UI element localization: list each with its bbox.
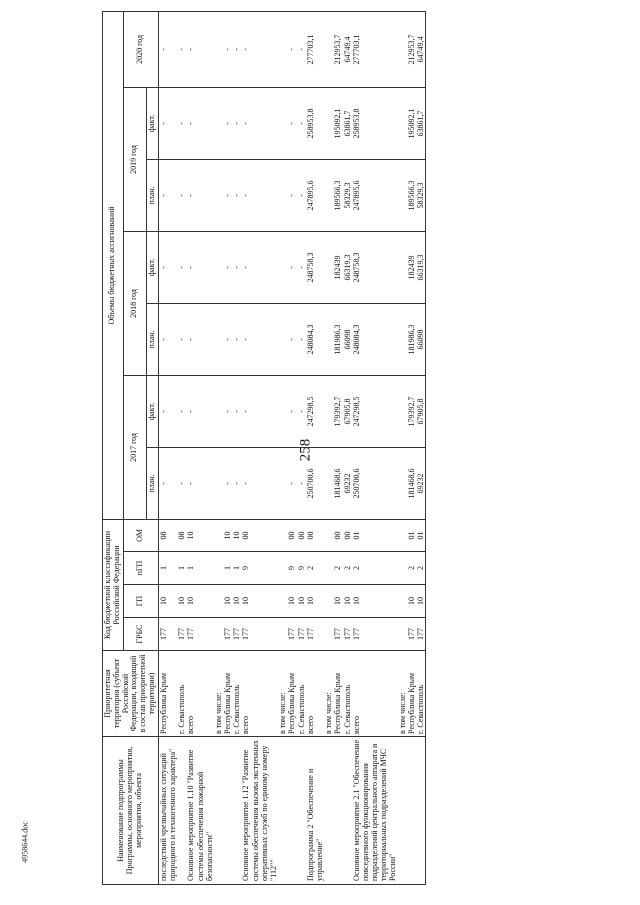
cell-gp: 10 bbox=[287, 585, 296, 618]
cell-plan-2019: 247895,6 bbox=[306, 159, 324, 231]
table-row bbox=[214, 11, 223, 884]
table-row bbox=[306, 11, 324, 884]
cell-gp: 10 bbox=[223, 585, 232, 618]
cell-plan-2017: 69232 bbox=[343, 447, 352, 519]
cell-plan-2017: - bbox=[223, 447, 232, 519]
cell-pgp: 9 bbox=[297, 552, 306, 585]
cell-2020: - bbox=[223, 11, 232, 87]
cell-om bbox=[324, 519, 333, 551]
cell-name bbox=[333, 737, 342, 885]
cell-grbs: 177 bbox=[416, 618, 426, 651]
cell-fact-2018: - bbox=[223, 231, 232, 303]
cell-fact-2018: - bbox=[287, 231, 296, 303]
cell-plan-2018: - bbox=[232, 303, 241, 375]
cell-fact-2019: 258953,8 bbox=[306, 87, 324, 159]
cell-pgp bbox=[278, 552, 287, 585]
cell-plan-2018 bbox=[398, 303, 407, 375]
cell-plan-2018 bbox=[214, 303, 223, 375]
cell-name: Подпрограмма 2 "Обеспечение и управление" bbox=[306, 737, 324, 885]
cell-territory: Республика Крым bbox=[223, 651, 232, 737]
cell-plan-2018: - bbox=[177, 303, 186, 375]
header-fact-2019: факт. bbox=[146, 87, 158, 159]
cell-gp bbox=[278, 585, 287, 618]
cell-territory: Республика Крым bbox=[287, 651, 296, 737]
cell-gp: 10 bbox=[416, 585, 426, 618]
cell-fact-2019: 195092,1 bbox=[407, 87, 416, 159]
cell-fact-2019 bbox=[398, 87, 407, 159]
cell-pgp: 2 bbox=[352, 552, 398, 585]
cell-plan-2018: 181986,3 bbox=[333, 303, 342, 375]
cell-territory: в том числе: bbox=[278, 651, 287, 737]
cell-2020: - bbox=[287, 11, 296, 87]
cell-fact-2019: - bbox=[297, 87, 306, 159]
cell-plan-2018: 248084,3 bbox=[306, 303, 324, 375]
cell-plan-2018: 66098 bbox=[343, 303, 352, 375]
header-code-om: ОМ bbox=[123, 519, 158, 551]
table-row bbox=[398, 11, 407, 884]
budget-table bbox=[102, 11, 426, 885]
cell-fact-2018: 66319,3 bbox=[416, 231, 426, 303]
cell-pgp bbox=[214, 552, 223, 585]
cell-plan-2017: 69232 bbox=[416, 447, 426, 519]
cell-plan-2017: - bbox=[177, 447, 186, 519]
cell-fact-2019: - bbox=[186, 87, 214, 159]
cell-fact-2019: - bbox=[241, 87, 278, 159]
cell-fact-2018 bbox=[398, 231, 407, 303]
header-code-pgp: пГП bbox=[123, 552, 158, 585]
cell-plan-2018: - bbox=[297, 303, 306, 375]
header-name: Наименование подпрограммы Программы, основного мероприятия, мероприятия, объекта bbox=[103, 737, 159, 885]
table-row bbox=[324, 11, 333, 884]
cell-plan-2019: - bbox=[223, 159, 232, 231]
cell-pgp: 1 bbox=[177, 552, 186, 585]
cell-plan-2019 bbox=[324, 159, 333, 231]
cell-om: 00 bbox=[297, 519, 306, 551]
cell-gp: 10 bbox=[241, 585, 278, 618]
cell-om: 01 bbox=[416, 519, 426, 551]
table-row bbox=[297, 11, 306, 884]
cell-territory: Республика Крым bbox=[333, 651, 342, 737]
cell-fact-2019: - bbox=[177, 87, 186, 159]
cell-2020 bbox=[398, 11, 407, 87]
cell-fact-2017 bbox=[398, 375, 407, 447]
cell-fact-2017: - bbox=[158, 375, 177, 447]
cell-fact-2018: 248758,3 bbox=[306, 231, 324, 303]
cell-gp bbox=[324, 585, 333, 618]
cell-2020: - bbox=[241, 11, 278, 87]
cell-plan-2019 bbox=[214, 159, 223, 231]
header-amounts-group: Объемы бюджетных ассигнований bbox=[103, 11, 124, 519]
cell-pgp: 2 bbox=[343, 552, 352, 585]
cell-plan-2019: 189566,3 bbox=[407, 159, 416, 231]
cell-grbs: 177 bbox=[241, 618, 278, 651]
cell-plan-2018 bbox=[324, 303, 333, 375]
cell-grbs bbox=[214, 618, 223, 651]
cell-plan-2019: - bbox=[158, 159, 177, 231]
cell-fact-2017: 179392,7 bbox=[333, 375, 342, 447]
cell-territory: Республика Крым bbox=[407, 651, 416, 737]
table-row bbox=[352, 11, 398, 884]
cell-grbs bbox=[324, 618, 333, 651]
cell-2020: 277703,1 bbox=[352, 11, 398, 87]
cell-om bbox=[214, 519, 223, 551]
cell-gp: 10 bbox=[177, 585, 186, 618]
table-header bbox=[103, 11, 159, 884]
cell-2020 bbox=[278, 11, 287, 87]
cell-om bbox=[398, 519, 407, 551]
cell-pgp: 1 bbox=[158, 552, 177, 585]
cell-grbs: 177 bbox=[343, 618, 352, 651]
cell-om: 10 bbox=[186, 519, 214, 551]
table-row bbox=[232, 11, 241, 884]
cell-gp: 10 bbox=[232, 585, 241, 618]
cell-grbs: 177 bbox=[333, 618, 342, 651]
cell-plan-2018: - bbox=[241, 303, 278, 375]
cell-grbs: 177 bbox=[223, 618, 232, 651]
cell-fact-2017: 67905,8 bbox=[343, 375, 352, 447]
cell-gp: 10 bbox=[352, 585, 398, 618]
table-row bbox=[177, 11, 186, 884]
cell-fact-2019: 63861,7 bbox=[343, 87, 352, 159]
cell-grbs: 177 bbox=[352, 618, 398, 651]
cell-grbs bbox=[398, 618, 407, 651]
cell-gp: 10 bbox=[297, 585, 306, 618]
cell-name: последствий чрезвычайных ситуаций природного и техногенного характера" bbox=[158, 737, 177, 885]
cell-fact-2019: - bbox=[158, 87, 177, 159]
cell-fact-2017: - bbox=[241, 375, 278, 447]
cell-gp bbox=[398, 585, 407, 618]
cell-om: 10 bbox=[232, 519, 241, 551]
cell-plan-2018: 181986,3 bbox=[407, 303, 416, 375]
cell-name bbox=[278, 737, 287, 885]
cell-fact-2017: - bbox=[287, 375, 296, 447]
cell-fact-2019: 258953,8 bbox=[352, 87, 398, 159]
cell-gp: 10 bbox=[186, 585, 214, 618]
cell-name bbox=[398, 737, 407, 885]
cell-om: 01 bbox=[352, 519, 398, 551]
cell-om: 10 bbox=[223, 519, 232, 551]
table-body bbox=[158, 11, 425, 884]
cell-name bbox=[407, 737, 416, 885]
cell-name bbox=[287, 737, 296, 885]
cell-gp bbox=[214, 585, 223, 618]
cell-pgp bbox=[398, 552, 407, 585]
cell-fact-2019: - bbox=[223, 87, 232, 159]
header-plan-2017: план. bbox=[146, 447, 158, 519]
cell-fact-2017: 247298,5 bbox=[306, 375, 324, 447]
rotated-page-content bbox=[102, 15, 426, 885]
cell-fact-2019 bbox=[324, 87, 333, 159]
cell-plan-2017: - bbox=[297, 447, 306, 519]
table-row bbox=[223, 11, 232, 884]
cell-plan-2017: - bbox=[158, 447, 177, 519]
cell-territory: в том числе: bbox=[324, 651, 333, 737]
cell-plan-2017: 250700,6 bbox=[352, 447, 398, 519]
cell-grbs: 177 bbox=[306, 618, 324, 651]
cell-fact-2019 bbox=[214, 87, 223, 159]
cell-plan-2017 bbox=[324, 447, 333, 519]
cell-om: 00 bbox=[287, 519, 296, 551]
cell-plan-2019: - bbox=[186, 159, 214, 231]
cell-om: 00 bbox=[343, 519, 352, 551]
cell-fact-2019: 63861,7 bbox=[416, 87, 426, 159]
cell-fact-2017: - bbox=[177, 375, 186, 447]
cell-plan-2017 bbox=[278, 447, 287, 519]
table-row bbox=[407, 11, 416, 884]
cell-fact-2017: - bbox=[223, 375, 232, 447]
cell-name: Основное мероприятие 1.10 "Развитие системы обеспечения пожарной безопасности" bbox=[186, 737, 214, 885]
cell-grbs: 177 bbox=[177, 618, 186, 651]
cell-gp: 10 bbox=[158, 585, 177, 618]
cell-pgp: 2 bbox=[306, 552, 324, 585]
cell-2020: - bbox=[158, 11, 177, 87]
cell-name bbox=[297, 737, 306, 885]
cell-fact-2018: - bbox=[177, 231, 186, 303]
cell-fact-2018 bbox=[324, 231, 333, 303]
cell-plan-2019 bbox=[278, 159, 287, 231]
cell-name bbox=[232, 737, 241, 885]
cell-grbs: 177 bbox=[287, 618, 296, 651]
cell-om: 01 bbox=[407, 519, 416, 551]
cell-fact-2017 bbox=[278, 375, 287, 447]
cell-plan-2017: 250700,6 bbox=[306, 447, 324, 519]
cell-name bbox=[416, 737, 426, 885]
cell-fact-2017 bbox=[214, 375, 223, 447]
cell-plan-2019: - bbox=[297, 159, 306, 231]
cell-territory: в том числе: bbox=[214, 651, 223, 737]
cell-om: 00 bbox=[241, 519, 278, 551]
cell-fact-2018: 182439 bbox=[333, 231, 342, 303]
cell-plan-2019 bbox=[398, 159, 407, 231]
header-territory: Приоритетная территория (субъект Российской Федерации, входящий в состав приоритетной территории) bbox=[103, 651, 159, 737]
cell-plan-2019: - bbox=[241, 159, 278, 231]
header-year-2020: 2020 год bbox=[123, 11, 158, 87]
header-fact-2017: факт. bbox=[146, 375, 158, 447]
cell-pgp: 9 bbox=[287, 552, 296, 585]
cell-territory: г. Севастополь bbox=[343, 651, 352, 737]
cell-pgp: 1 bbox=[186, 552, 214, 585]
cell-plan-2017: - bbox=[287, 447, 296, 519]
header-fact-2018: факт. bbox=[146, 231, 158, 303]
cell-plan-2018: - bbox=[287, 303, 296, 375]
cell-territory: всего bbox=[352, 651, 398, 737]
table-row bbox=[186, 11, 214, 884]
cell-plan-2017: - bbox=[186, 447, 214, 519]
cell-fact-2017 bbox=[324, 375, 333, 447]
cell-territory: всего bbox=[186, 651, 214, 737]
cell-plan-2019: 189566,3 bbox=[333, 159, 342, 231]
cell-fact-2019 bbox=[278, 87, 287, 159]
cell-fact-2018: - bbox=[297, 231, 306, 303]
cell-fact-2017: 67905,8 bbox=[416, 375, 426, 447]
cell-fact-2017: - bbox=[297, 375, 306, 447]
cell-plan-2019: 247895,6 bbox=[352, 159, 398, 231]
cell-plan-2017: 181468,6 bbox=[407, 447, 416, 519]
cell-grbs: 177 bbox=[186, 618, 214, 651]
cell-gp: 10 bbox=[407, 585, 416, 618]
cell-pgp: 1 bbox=[232, 552, 241, 585]
cell-om: 08 bbox=[177, 519, 186, 551]
cell-plan-2019: 58329,3 bbox=[343, 159, 352, 231]
table-row bbox=[287, 11, 296, 884]
cell-2020: - bbox=[232, 11, 241, 87]
cell-2020: 212953,7 bbox=[407, 11, 416, 87]
cell-om bbox=[278, 519, 287, 551]
cell-2020: - bbox=[297, 11, 306, 87]
cell-fact-2018 bbox=[214, 231, 223, 303]
cell-fact-2018: - bbox=[158, 231, 177, 303]
cell-2020: - bbox=[186, 11, 214, 87]
cell-plan-2017 bbox=[398, 447, 407, 519]
cell-2020 bbox=[214, 11, 223, 87]
cell-pgp: 1 bbox=[223, 552, 232, 585]
table-row bbox=[158, 11, 177, 884]
cell-plan-2018: - bbox=[158, 303, 177, 375]
cell-2020: 277703,1 bbox=[306, 11, 324, 87]
cell-grbs: 177 bbox=[407, 618, 416, 651]
table-row bbox=[241, 11, 278, 884]
cell-fact-2019: - bbox=[232, 87, 241, 159]
cell-territory: всего bbox=[306, 651, 324, 737]
cell-pgp: 2 bbox=[416, 552, 426, 585]
cell-om: 08 bbox=[158, 519, 177, 551]
cell-2020: 64749,4 bbox=[343, 11, 352, 87]
cell-plan-2019: - bbox=[177, 159, 186, 231]
cell-fact-2019: 195092,1 bbox=[333, 87, 342, 159]
cell-fact-2018: - bbox=[186, 231, 214, 303]
cell-territory: всего bbox=[241, 651, 278, 737]
cell-territory: г. Севастополь bbox=[297, 651, 306, 737]
cell-plan-2018: - bbox=[223, 303, 232, 375]
cell-plan-2018 bbox=[278, 303, 287, 375]
cell-2020: - bbox=[177, 11, 186, 87]
cell-fact-2018: 248758,3 bbox=[352, 231, 398, 303]
cell-om: 00 bbox=[306, 519, 324, 551]
table-row bbox=[343, 11, 352, 884]
cell-name bbox=[343, 737, 352, 885]
header-code-gp: ГП bbox=[123, 585, 158, 618]
cell-fact-2017: 247298,5 bbox=[352, 375, 398, 447]
cell-grbs: 177 bbox=[297, 618, 306, 651]
cell-territory: в том числе: bbox=[398, 651, 407, 737]
cell-plan-2019: 58329,3 bbox=[416, 159, 426, 231]
cell-grbs: 177 bbox=[158, 618, 177, 651]
cell-2020 bbox=[324, 11, 333, 87]
header-plan-2019: план. bbox=[146, 159, 158, 231]
cell-gp: 10 bbox=[343, 585, 352, 618]
cell-grbs bbox=[278, 618, 287, 651]
cell-pgp: 9 bbox=[241, 552, 278, 585]
cell-fact-2018: 66319,3 bbox=[343, 231, 352, 303]
header-plan-2018: план. bbox=[146, 303, 158, 375]
header-code-grbs: ГРБС bbox=[123, 618, 158, 651]
cell-name bbox=[324, 737, 333, 885]
cell-fact-2018 bbox=[278, 231, 287, 303]
cell-fact-2017: - bbox=[232, 375, 241, 447]
cell-name: Основное мероприятие 1.12 "Развитие системы обеспечения вызова экстренных оперативных служб по единому номеру "112"" bbox=[241, 737, 278, 885]
page-number: 258 bbox=[297, 438, 314, 462]
cell-territory: г. Севастополь bbox=[232, 651, 241, 737]
header-year-2019: 2019 год bbox=[123, 87, 146, 231]
table-row bbox=[416, 11, 426, 884]
table-row bbox=[333, 11, 342, 884]
cell-om: 00 bbox=[333, 519, 342, 551]
header-year-2017: 2017 год bbox=[123, 375, 146, 519]
cell-fact-2018: 182439 bbox=[407, 231, 416, 303]
cell-pgp: 2 bbox=[333, 552, 342, 585]
cell-plan-2019: - bbox=[287, 159, 296, 231]
cell-2020: 64749,4 bbox=[416, 11, 426, 87]
cell-plan-2018: 248084,3 bbox=[352, 303, 398, 375]
cell-grbs: 177 bbox=[232, 618, 241, 651]
cell-fact-2018: - bbox=[241, 231, 278, 303]
cell-territory: г. Севастополь bbox=[416, 651, 426, 737]
cell-plan-2017: 181468,6 bbox=[333, 447, 342, 519]
cell-plan-2017 bbox=[214, 447, 223, 519]
cell-gp: 10 bbox=[306, 585, 324, 618]
cell-fact-2019: - bbox=[287, 87, 296, 159]
cell-2020: 212953,7 bbox=[333, 11, 342, 87]
cell-name bbox=[214, 737, 223, 885]
cell-plan-2017: - bbox=[232, 447, 241, 519]
cell-name bbox=[177, 737, 186, 885]
header-year-2018: 2018 год bbox=[123, 231, 146, 375]
cell-fact-2017: - bbox=[186, 375, 214, 447]
cell-territory: Республика Крым bbox=[158, 651, 177, 737]
cell-name: Основное мероприятие 2.1 "Обеспечение повседневного функционирования подразделений центрального аппарата и территориальных подразделений МЧС России" bbox=[352, 737, 398, 885]
cell-gp: 10 bbox=[333, 585, 342, 618]
file-name-footer: 4958644.doc bbox=[20, 821, 30, 863]
cell-fact-2018: - bbox=[232, 231, 241, 303]
cell-plan-2018: - bbox=[186, 303, 214, 375]
cell-territory: г. Севастополь bbox=[177, 651, 186, 737]
cell-plan-2018: 66098 bbox=[416, 303, 426, 375]
cell-plan-2017: - bbox=[241, 447, 278, 519]
cell-pgp bbox=[324, 552, 333, 585]
header-code-group: Код бюджетной классификации Российской Федерации bbox=[103, 519, 124, 650]
cell-name bbox=[223, 737, 232, 885]
table-row bbox=[278, 11, 287, 884]
cell-plan-2019: - bbox=[232, 159, 241, 231]
cell-fact-2017: 179392,7 bbox=[407, 375, 416, 447]
cell-pgp: 2 bbox=[407, 552, 416, 585]
